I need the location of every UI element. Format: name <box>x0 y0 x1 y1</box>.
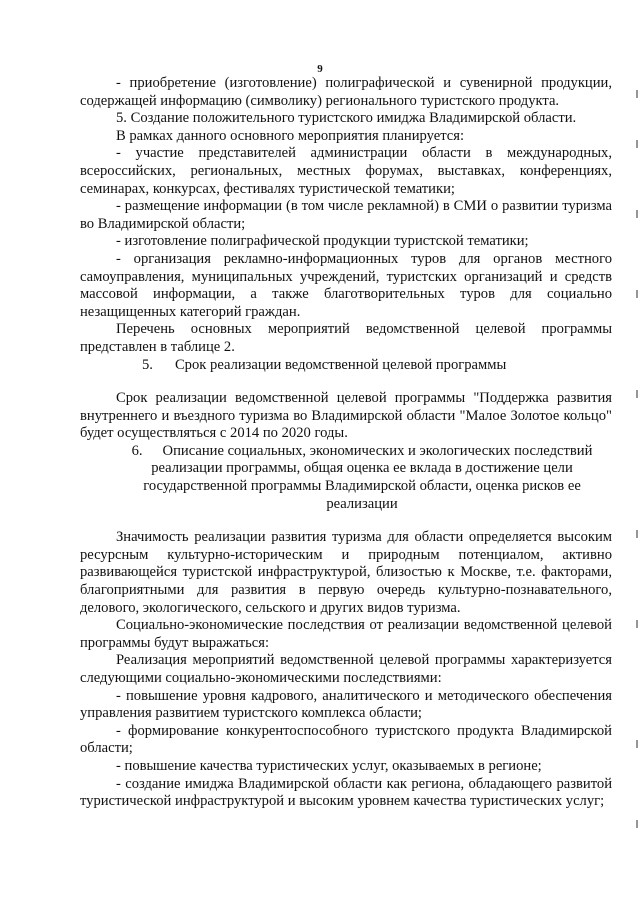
paragraph: Перечень основных мероприятий ведомственной целевой программы представлен в таблице 2. <box>80 321 612 355</box>
section-6-heading <box>80 443 612 513</box>
paragraph: - создание имиджа Владимирской области как региона, обладающего развитой туристической инфраструктурой и высоким уровнем качества туристических услуг; <box>80 775 612 810</box>
scan-edge-marks <box>632 60 638 880</box>
paragraph: - организация рекламно-информационных туров для органов местного самоуправления, муниципальных учреждений, туристских организаций и средств массовой информации, а также благотворительных туров для социально незащищенных категорий граждан. <box>80 250 612 320</box>
section-5-title: Срок реализации ведомственной целевой программы <box>174 356 507 373</box>
paragraph: - изготовление полиграфической продукции туристской тематики; <box>116 233 529 250</box>
page-number: 9 <box>317 63 323 75</box>
document-body <box>80 75 612 811</box>
paragraph: - повышение качества туристических услуг, оказываемых в регионе; <box>116 757 542 774</box>
paragraph: - повышение уровня кадрового, аналитического и методического обеспечения управления развитием туристского комплекса области; <box>80 687 612 722</box>
paragraph: - приобретение (изготовление) полиграфической и сувенирной продукции, содержащей информацию (символику) регионального туристского продукта. <box>80 75 612 109</box>
paragraph: 5. Создание положительного туристского имиджа Владимирской области. <box>116 110 577 127</box>
paragraph: Социально-экономические последствия от реализации ведомственной целевой программы будут выражаться: <box>80 617 612 651</box>
paragraph: - участие представителей администрации области в международных, всероссийских, региональных, местных форумах, выставках, конференциях, семинарах, конкурсах, фестивалях туристической тематики; <box>80 145 612 197</box>
paragraph: Срок реализации ведомственной целевой программы "Поддержка развития внутреннего и въездного туризма во Владимирской области "Малое Золотое кольцо" будет осуществляться с 2014 по 2020 годы. <box>80 390 612 442</box>
section-5-number: 5. <box>142 356 153 373</box>
paragraph: - формирование конкурентоспособного туристского продукта Владимирской области; <box>80 722 612 757</box>
section-5-heading <box>80 357 612 375</box>
section-6-number: 6. <box>131 442 143 459</box>
paragraph: В рамках данного основного мероприятия планируется: <box>116 127 465 144</box>
paragraph: Значимость реализации развития туризма для области определяется высоким ресурсным культурно-историческим и природным потенциалом, активно развивающейся туристской инфраструктурой, близостью к Москве, т.е. факторами, благоприятными для развития в первую очередь культурно-познавательного, делового, экологического, сельского и других видов туризма. <box>80 529 612 616</box>
paragraph: Реализация мероприятий ведомственной целевой программы характеризуется следующими социально-экономическими последствиями: <box>80 652 612 686</box>
section-6-title: Описание социальных, экономических и экологических последствий реализации программы, общая оценка ее вклада в достижение цели государственной программы Владимирской области, оценка рисков ее реализации <box>143 442 593 512</box>
paragraph: - размещение информации (в том числе рекламной) в СМИ о развитии туризма во Владимирской области; <box>80 198 612 232</box>
